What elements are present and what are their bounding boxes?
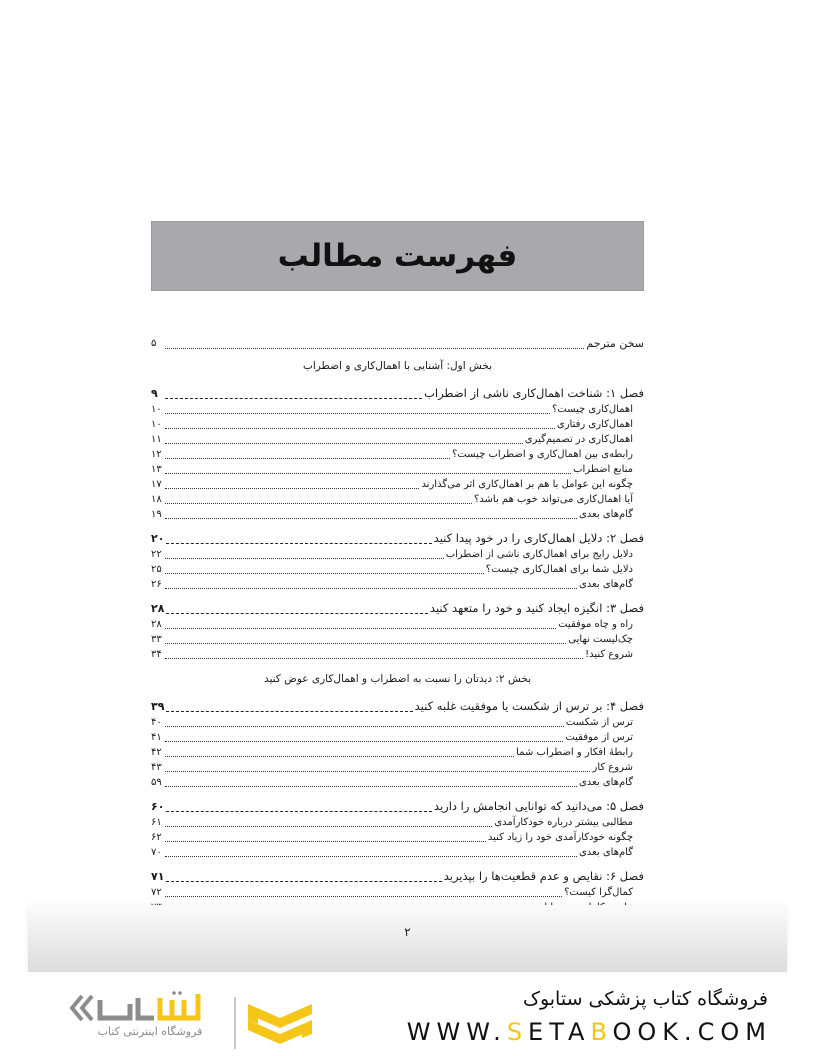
toc-page-number: ۷۱	[151, 870, 165, 883]
toc-entry-label: ترس از موفقیت	[565, 732, 633, 743]
page-footer-band	[28, 905, 787, 972]
toc-page-number: ۶۰	[151, 800, 165, 813]
toc-page-number: ۲۸	[151, 602, 165, 615]
dot-leader	[165, 397, 422, 399]
dot-leader	[165, 502, 472, 504]
toc-item[interactable]	[151, 885, 644, 900]
toc-page-number: ۲۰	[151, 532, 165, 545]
toc-entry-label: فصل ۴: بر ترس از شکست یا موفقیت غلبه کنید	[414, 699, 644, 713]
toc-item[interactable]	[151, 577, 644, 592]
toc-page-number: ۶۲	[151, 832, 162, 843]
toc-page-number: ۴۳	[151, 762, 162, 773]
toc-item[interactable]	[151, 815, 644, 830]
toc-page-number: ۵	[151, 338, 157, 349]
dot-leader	[166, 710, 412, 712]
toc-entry-label: شروع کار	[592, 762, 633, 773]
toc-entry-label: رابطهٔ افکار و اضطراب شما	[516, 747, 633, 758]
toc-page-number: ۱۰	[151, 404, 162, 415]
dot-leader	[165, 572, 484, 574]
toc-item[interactable]	[151, 562, 644, 577]
toc-item[interactable]	[151, 402, 644, 417]
toc-entry-label: شروع کنید!	[585, 649, 633, 660]
toc-entry-label: آیا اهمال‌کاری می‌تواند خوب هم باشد؟	[473, 494, 633, 505]
dot-leader	[165, 840, 486, 842]
toc-entry-label: دلایل شما برای اهمال‌کاری چیست؟	[485, 564, 633, 575]
toc-page-number: ۱۹	[151, 509, 162, 520]
toc-page-number: ۱۰	[151, 419, 162, 430]
dot-leader	[165, 557, 444, 559]
toc-page-number: ۳۳	[151, 634, 162, 645]
chapter-block	[151, 385, 644, 522]
toc-page-number: ۲۸	[151, 619, 162, 630]
dot-leader	[165, 412, 550, 414]
dot-leader	[166, 810, 431, 812]
toc-entry-label: ترس از شکست	[565, 717, 633, 728]
dot-leader	[165, 642, 566, 644]
toc-item[interactable]	[151, 492, 644, 507]
toc-entry-label: گام‌های بعدی	[578, 777, 633, 788]
toc-item[interactable]	[151, 432, 644, 447]
setabook-chevron-emblem-icon	[244, 998, 316, 1050]
part-heading: بخش ۲: دیدتان را نسبت به اضطراب و اهمال‌کاری عوض کنید	[263, 673, 532, 685]
toc-entry-label: مطالبی بیشتر درباره خودکارآمدی	[494, 817, 633, 828]
toc-item[interactable]	[151, 830, 644, 845]
dot-leader	[165, 442, 523, 444]
part-heading: بخش اول: آشنایی با اهمال‌کاری و اضطراب	[302, 360, 493, 372]
toc-page-number: ۱۳	[151, 464, 162, 475]
url-highlight-letter: S	[506, 1018, 529, 1046]
toc-page-number: ۴۰	[151, 717, 162, 728]
dot-leader	[165, 785, 577, 787]
toc-title-banner	[151, 221, 644, 291]
url-part: WWW.	[406, 1018, 507, 1046]
toc-entry-label: چگونه این عوامل با هم بر اهمال‌کاری اثر می‌گذارند	[421, 479, 633, 490]
toc-entry-label: رابطه‌ی بین اهمال‌کاری و اضطراب چیست؟	[452, 449, 633, 460]
toc-entry-label: اهمال‌کاری رفتاری	[556, 419, 633, 430]
dot-leader	[165, 517, 577, 519]
toc-item[interactable]	[151, 715, 644, 730]
toc-item[interactable]	[151, 632, 644, 647]
url-part: OOK.COM	[612, 1018, 772, 1046]
store-branding-footer	[0, 980, 816, 1056]
store-url-link[interactable]	[407, 1018, 772, 1046]
dot-leader	[165, 825, 492, 827]
toc-chapter-entry[interactable]	[151, 698, 644, 715]
table-of-contents	[151, 336, 644, 938]
setabook-wordmark-logo	[68, 990, 228, 1026]
dot-leader	[165, 725, 564, 727]
toc-entry-label: اهمال‌کاری در تصمیم‌گیری	[524, 434, 633, 445]
toc-entry-label: سخن مترجم	[586, 337, 644, 350]
toc-entry-preface[interactable]	[151, 336, 644, 352]
toc-entry-label: اهمال‌کاری چیست؟	[551, 404, 633, 415]
dot-leader	[165, 755, 514, 757]
toc-chapter-entry[interactable]	[151, 868, 644, 885]
url-highlight-letter: B	[590, 1018, 613, 1046]
dot-leader	[165, 457, 450, 459]
toc-entry-label: دلایل رایج برای اهمال‌کاری ناشی از اضطراب	[445, 549, 633, 560]
toc-page-number: ۱۲	[151, 449, 162, 460]
toc-page-number: ۶۱	[151, 817, 162, 828]
toc-item[interactable]	[151, 447, 644, 462]
toc-page-number: ۲۵	[151, 564, 162, 575]
toc-page-number: ۵۹	[151, 777, 162, 788]
toc-chapter-entry[interactable]	[151, 385, 644, 402]
toc-item[interactable]	[151, 417, 644, 432]
dot-leader	[165, 855, 577, 857]
toc-entry-label: چگونه خودکارآمدی خود را زیاد کنید	[487, 832, 633, 843]
dot-leader	[165, 487, 419, 489]
toc-item[interactable]	[151, 462, 644, 477]
toc-chapter-entry[interactable]	[151, 798, 644, 815]
toc-entry-label: فصل ۶: نقایص و عدم قطعیت‌ها را بپذیرید	[443, 869, 644, 883]
dot-leader	[165, 587, 577, 589]
toc-entry-label: فصل ۳: انگیزه ایجاد کنید و خود را متعهد کنید	[429, 601, 644, 615]
logo-divider	[234, 997, 236, 1049]
toc-page-number: ۴۱	[151, 732, 162, 743]
toc-page-number: ۱۷	[151, 479, 162, 490]
toc-entry-label: فصل ۱: شناخت اهمال‌کاری ناشی از اضطراب	[424, 386, 644, 400]
toc-item[interactable]	[151, 477, 644, 492]
toc-item[interactable]	[151, 775, 644, 790]
chapter-block	[151, 798, 644, 860]
dot-leader	[166, 612, 427, 614]
chapter-block	[151, 600, 644, 662]
toc-page-number: ۱۱	[151, 434, 162, 445]
chapter-block	[151, 530, 644, 592]
toc-entry-label: منابع اضطراب	[573, 464, 633, 475]
dot-leader	[166, 880, 441, 882]
toc-page-number: ۱۸	[151, 494, 162, 505]
toc-entry-label: کمال‌گرا کیست؟	[564, 887, 633, 898]
toc-entry-label: فصل ۲: دلایل اهمال‌کاری را در خود پیدا کنید	[433, 531, 644, 545]
dot-leader	[165, 347, 584, 349]
toc-item[interactable]	[151, 745, 644, 760]
dot-leader	[165, 770, 590, 772]
toc-page-number: ۳۴	[151, 649, 162, 660]
chapter-block	[151, 698, 644, 790]
toc-entry-label: فصل ۵: می‌دانید که توانایی انجامش را دارید	[433, 799, 644, 813]
toc-entry-label: گام‌های بعدی	[578, 579, 633, 590]
dot-leader	[165, 895, 562, 897]
toc-entry-label: چک‌لیست نهایی	[568, 634, 633, 645]
toc-entry-label: گام‌های بعدی	[578, 847, 633, 858]
toc-page-number: ۴۲	[151, 747, 162, 758]
toc-entry-label: راه و چاه موفقیت	[558, 619, 633, 630]
toc-item[interactable]	[151, 507, 644, 522]
toc-item[interactable]	[151, 617, 644, 632]
dot-leader	[165, 472, 571, 474]
dot-leader	[165, 657, 583, 659]
toc-title: فهرست مطالب	[277, 238, 518, 274]
logo-tagline: فروشگاه اینترنتی کتاب	[97, 1025, 203, 1038]
toc-item[interactable]	[151, 547, 644, 562]
toc-chapter-entry[interactable]	[151, 530, 644, 547]
toc-page-number: ۷۲	[151, 887, 162, 898]
dot-leader	[165, 427, 555, 429]
toc-page-number: ۹	[151, 387, 158, 400]
dot-leader	[165, 627, 556, 629]
dot-leader	[165, 740, 563, 742]
toc-page-number: ۲۲	[151, 549, 162, 560]
toc-item[interactable]	[151, 845, 644, 860]
toc-entry-label: گام‌های بعدی	[578, 509, 633, 520]
url-part: ETA	[528, 1018, 591, 1046]
toc-chapter-entry[interactable]	[151, 600, 644, 617]
toc-item[interactable]	[151, 730, 644, 745]
toc-page-number: ۳۹	[151, 700, 165, 713]
toc-item[interactable]	[151, 760, 644, 775]
toc-page-number: ۷۰	[151, 847, 162, 858]
page-number: ۲	[404, 925, 411, 939]
toc-item[interactable]	[151, 647, 644, 662]
store-name: فروشگاه کتاب پزشکی ستابوک	[522, 988, 768, 1010]
dot-leader	[166, 542, 431, 544]
toc-page-number: ۲۶	[151, 579, 162, 590]
